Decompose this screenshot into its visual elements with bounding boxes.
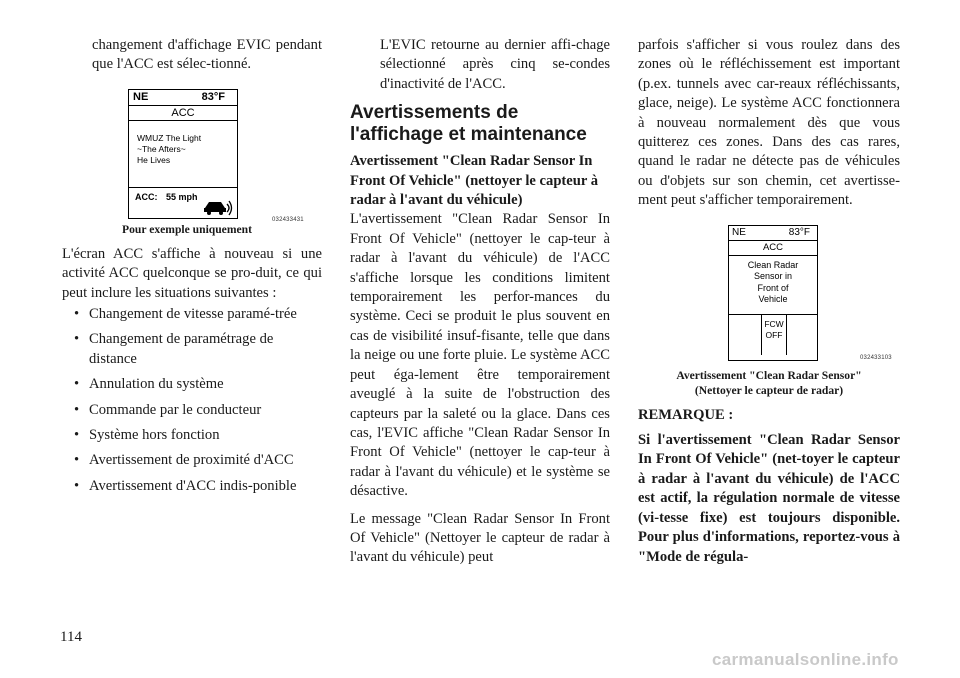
section-title: Avertissements de l'affichage et maintenance bbox=[350, 102, 587, 146]
evic-figure-clean-radar bbox=[728, 225, 892, 365]
subsection-title: Avertissement "Clean Radar Sensor In Front Of Vehicle" (nettoyer le capteur à radar à l'avant du véhicule) bbox=[350, 153, 599, 209]
radio-station: WMUZ The Light bbox=[137, 132, 202, 143]
figure-code: 032433103 bbox=[860, 354, 892, 361]
warning-line: Sensor in bbox=[753, 271, 793, 282]
column-right bbox=[638, 36, 900, 567]
list-item: • Changement de paramétrage de distance bbox=[62, 330, 322, 369]
radio-artist: ~The Afters~ bbox=[137, 143, 186, 154]
compass-heading: NE bbox=[732, 226, 746, 238]
list-item: • Système hors fonction bbox=[62, 426, 322, 445]
situation-list bbox=[62, 305, 322, 496]
list-item: • Avertissement d'ACC indis-ponible bbox=[62, 477, 322, 496]
paragraph: L'avertissement "Clean Radar Sensor In Front Of Vehicle" (nettoyer le cap-teur à radar à l'avant du véhicule) de l'ACC s'affiche lorsque les conditions limitent temporairement les perfor-mances du système. Ceci se produit le plus souvent en cas de visibilité insuf-fisante, telle que dans la neige ou une forte pluie. Le système ACC peut éga-lement être temporairement aveuglé à la suite de l'obstruction des capteurs par la saleté ou la glace. Dans ces cas, l'EVIC affiche "Clean Radar Sensor In Front Of Vehicle" (nettoyer le cap-teur à radar à l'avant du véhicule) et le système se désactive. bbox=[350, 211, 610, 500]
figure-caption: (Nettoyer le capteur de radar) bbox=[694, 383, 844, 397]
compass-heading: NE bbox=[133, 90, 149, 103]
list-item: • Changement de vitesse paramé-trée bbox=[62, 305, 322, 324]
list-item: • Annulation du système bbox=[62, 375, 322, 394]
figure-caption: Pour exemple uniquement bbox=[122, 222, 252, 236]
paragraph: parfois s'afficher si vous roulez dans des zones où le réfléchissement est important (p.ex. tunnels avec car-reaux réfléchissants, glace, neige). Le système ACC fonctionnera à nouveau normalement dès que vous quitterez ces zones. Dans des cas rares, quand le radar ne détecte pas de véhicules ou d'objets sur son chemin, cet avertisse-ment peut s'afficher temporairement. bbox=[638, 37, 900, 209]
fcw-label: FCW bbox=[764, 318, 784, 329]
figure-caption: Avertissement "Clean Radar Sensor" bbox=[676, 368, 862, 382]
paragraph: L'écran ACC s'affiche à nouveau si une activité ACC quelconque se pro-duit, ce qui peut inclure les situations suivantes : bbox=[62, 245, 322, 301]
evic-screen-clean-radar bbox=[728, 225, 818, 361]
list-item: • Avertissement de proximité d'ACC bbox=[62, 451, 322, 470]
warning-line: Clean Radar bbox=[747, 259, 799, 270]
temperature: 83°F bbox=[201, 90, 225, 103]
acc-car-icon bbox=[203, 198, 233, 218]
radio-title: He Lives bbox=[137, 154, 171, 165]
temperature: 83°F bbox=[788, 226, 810, 238]
note-text: Si l'avertissement "Clean Radar Sensor In Front Of Vehicle" (net-toyer le capteur à radar à l'avant du véhicule) de l'ACC est actif, la régulation normale de vitesse (vi-tesse fixe) est toujours disponible. Pour plus d'informations, reportez-vous à "Mode de régula- bbox=[638, 432, 900, 565]
column-left bbox=[62, 36, 322, 502]
intro-text: changement d'affichage EVIC pendant que l'ACC est sélec-tionné. bbox=[92, 37, 322, 73]
fcw-state: OFF bbox=[765, 329, 783, 340]
mode-title: ACC bbox=[129, 106, 237, 121]
paragraph: Le message "Clean Radar Sensor In Front Of Vehicle" (Nettoyer le capteur de radar à l'avant du véhicule) peut bbox=[350, 510, 610, 566]
acc-speed-label: ACC: bbox=[135, 191, 158, 202]
list-item: • Commande par le conducteur bbox=[62, 401, 322, 420]
watermark: carmanualsonline.info bbox=[712, 650, 899, 669]
acc-speed-value: 55 mph bbox=[166, 191, 198, 202]
mode-title: ACC bbox=[729, 241, 817, 256]
column-middle bbox=[350, 36, 610, 568]
evic-screen-acc bbox=[128, 89, 238, 219]
fcw-status-box bbox=[761, 315, 787, 355]
warning-line: Front of bbox=[757, 282, 789, 293]
note-label: REMARQUE : bbox=[638, 406, 734, 423]
warning-line: Vehicle bbox=[758, 294, 788, 305]
page-number: 114 bbox=[60, 629, 82, 645]
figure-code: 032433431 bbox=[272, 216, 304, 223]
intro-text: L'EVIC retourne au dernier affi-chage sélectionné après cinq se-condes d'inactivité de l'ACC. bbox=[380, 37, 610, 92]
evic-figure-acc bbox=[128, 89, 304, 223]
